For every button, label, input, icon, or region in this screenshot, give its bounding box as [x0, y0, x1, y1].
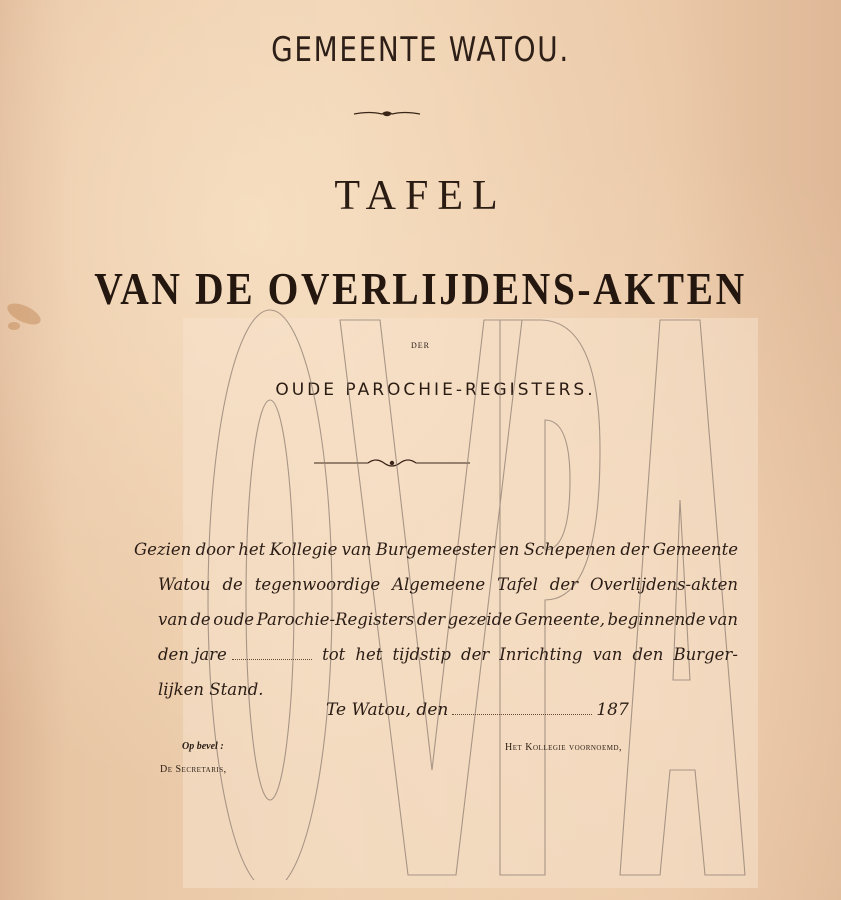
- blank-date-line: [452, 700, 592, 715]
- statement-word: der: [416, 610, 446, 629]
- statement-word: Kollegie: [269, 540, 338, 559]
- statement-word: Inrichting: [499, 645, 583, 664]
- secretary-label: De Secretaris,: [160, 764, 227, 775]
- statement-word: het: [355, 645, 383, 664]
- statement-line-2: [128, 567, 738, 602]
- statement-word: Tafel: [497, 575, 538, 594]
- statement-word: den: [632, 645, 664, 664]
- statement-word: door: [195, 540, 234, 559]
- ornament-divider-middle: [312, 456, 472, 470]
- statement-line-4: [128, 637, 738, 672]
- document-subtitle: OUDE PAROCHIE-REGISTERS.: [275, 380, 596, 400]
- statement-word: Watou: [158, 575, 211, 594]
- statement-line-3: [128, 602, 738, 637]
- statement-word: gezeide: [447, 610, 513, 629]
- statement-word: Overlijdens-akten: [589, 575, 738, 594]
- place-date-line: [326, 700, 629, 720]
- statement-word: van: [592, 645, 623, 664]
- municipality-heading: GEMEENTE WATOU.: [271, 30, 570, 70]
- statement-word: der: [549, 575, 579, 594]
- statement-word: de: [222, 575, 243, 594]
- statement-word: Gemeente,: [514, 610, 605, 629]
- statement-word: Gezien: [134, 540, 192, 559]
- statement-word: Schepenen: [523, 540, 616, 559]
- certification-statement: [128, 532, 738, 707]
- statement-word: der: [620, 540, 649, 559]
- year-prefix: 187: [596, 700, 629, 720]
- statement-word: tijdstip: [392, 645, 451, 664]
- statement-word: beginnende: [607, 610, 706, 629]
- statement-word: van: [708, 610, 738, 629]
- statement-word: van: [341, 540, 372, 559]
- statement-word: der: [461, 645, 490, 664]
- place-label: Te Watou, den: [326, 700, 449, 720]
- statement-word: Algemeene: [392, 575, 486, 594]
- title-tafel: TAFEL: [334, 173, 507, 219]
- ornament-divider-top: [352, 108, 422, 120]
- document-title: VAN DE OVERLIJDENS-AKTEN: [94, 263, 747, 314]
- college-label: Het Kollegie voornoemd,: [505, 742, 623, 753]
- statement-word: de: [190, 610, 211, 629]
- statement-word: Parochie-Registers: [256, 610, 415, 629]
- statement-word: lijken Stand.: [158, 680, 264, 699]
- statement-word: oude: [213, 610, 255, 629]
- statement-word: Gemeente: [652, 540, 738, 559]
- blank-year-line: [232, 645, 312, 660]
- statement-word: van: [158, 610, 188, 629]
- statement-word: Burger-: [673, 645, 738, 664]
- statement-word: Burgemeester: [375, 540, 495, 559]
- statement-line-1: [128, 532, 738, 567]
- statement-word: het: [238, 540, 266, 559]
- title-connector: DER: [411, 341, 430, 350]
- statement-word: tegenwoordige: [254, 575, 381, 594]
- order-label: Op bevel :: [182, 741, 224, 752]
- statement-word: en: [499, 540, 520, 559]
- statement-word: tot: [322, 645, 346, 664]
- paper-stain: [8, 322, 20, 330]
- statement-year-field: den jare: [158, 637, 312, 672]
